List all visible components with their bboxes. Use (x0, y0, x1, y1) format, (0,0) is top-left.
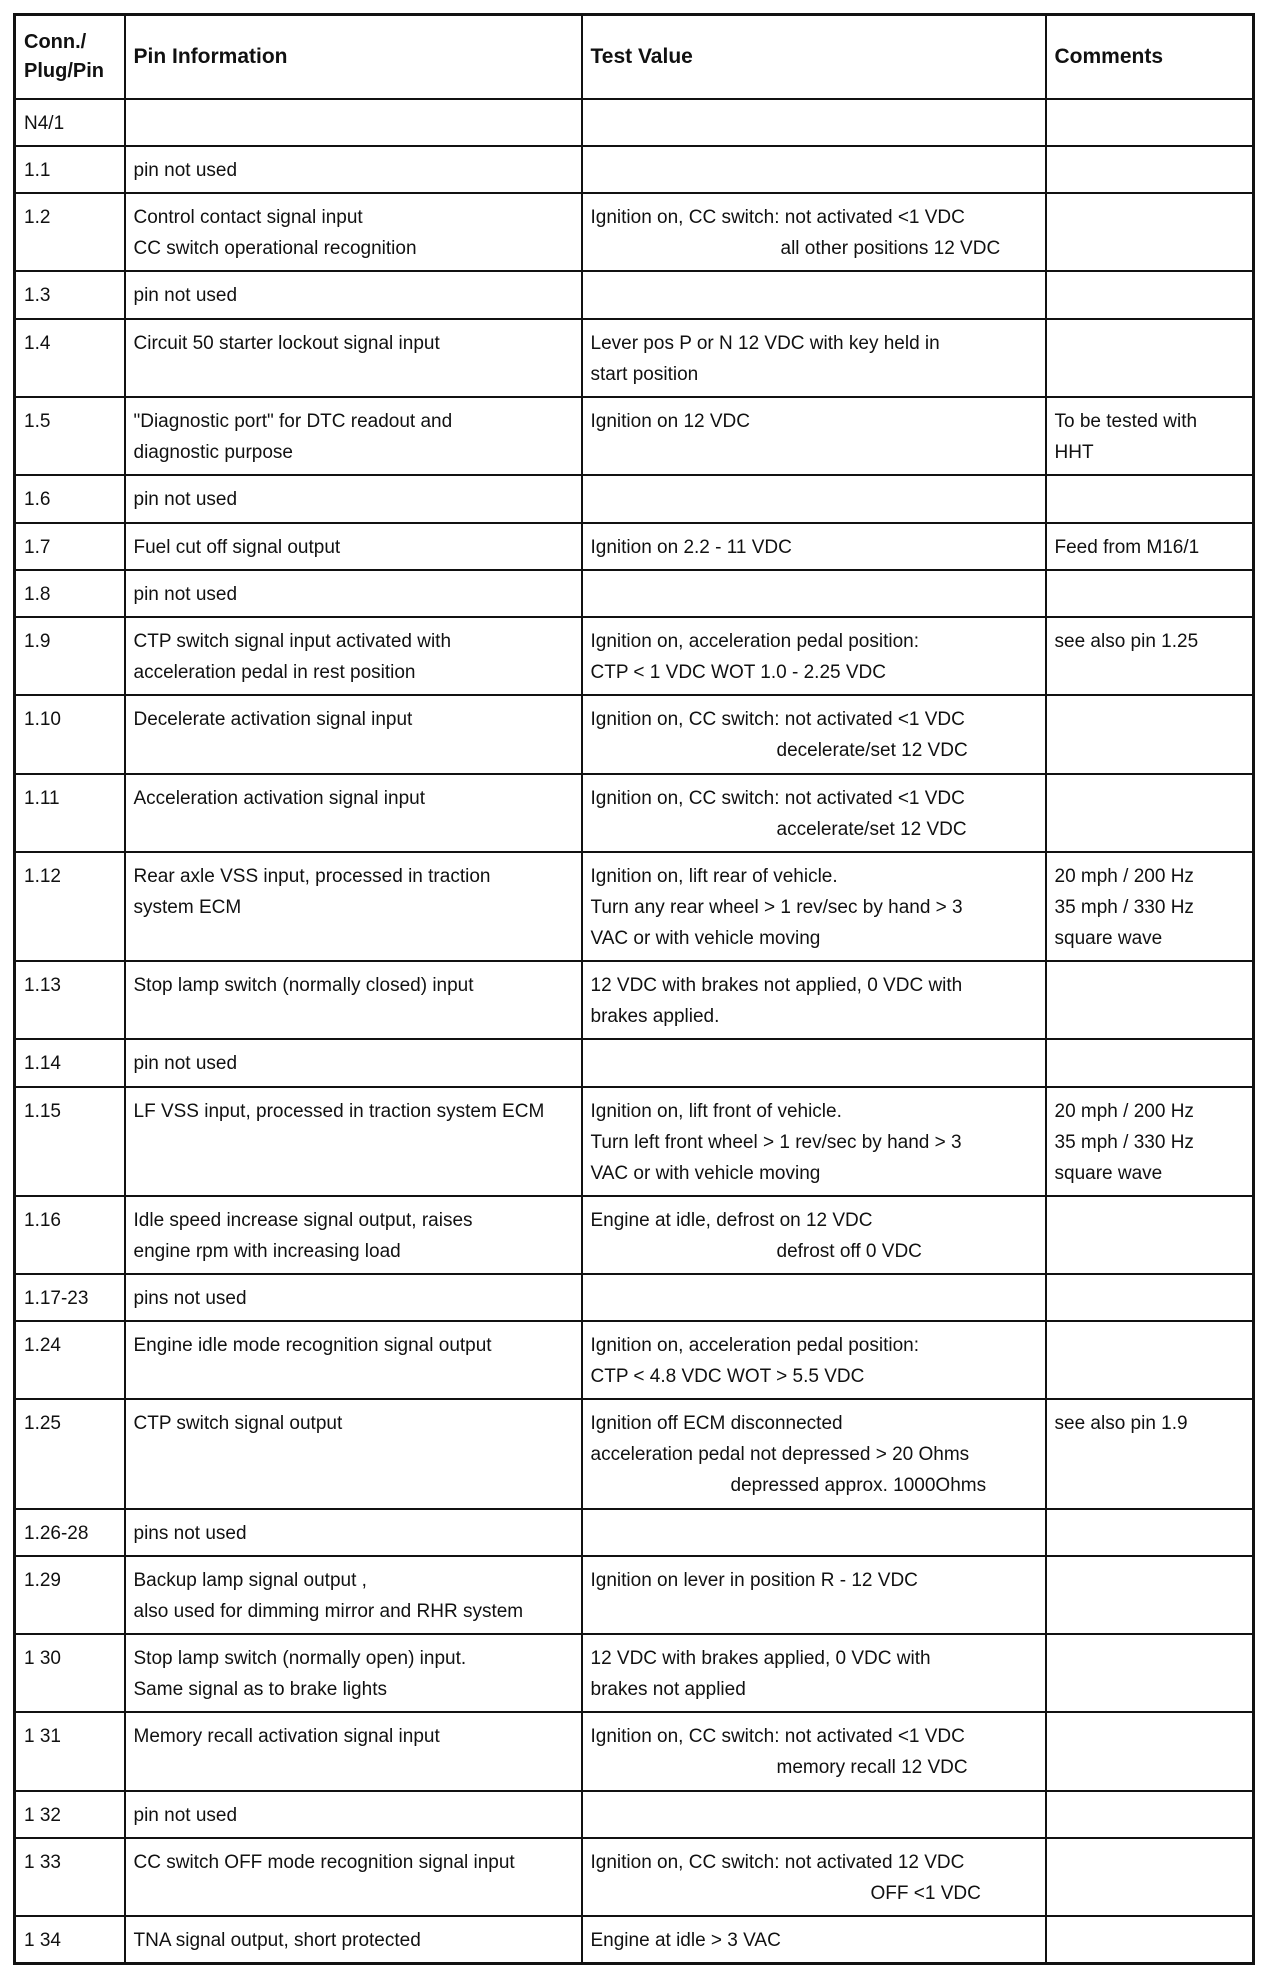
comments-cell (1046, 146, 1254, 193)
cell-line: Ignition on, acceleration pedal position: (590, 631, 920, 653)
comments-cell (1046, 1321, 1254, 1399)
pin-cell: 1.24 (15, 1321, 125, 1399)
pin-info-cell (125, 1509, 582, 1556)
test-value-cell (582, 146, 1046, 193)
cell-line: memory recall 12 VDC (776, 1757, 968, 1779)
table-row (15, 1274, 1254, 1321)
pin-cell: 1.12 (15, 852, 125, 961)
cell-line: OFF <1 VDC (870, 1882, 981, 1904)
cell-line: pin not used (133, 489, 238, 511)
comments-cell (1046, 1087, 1254, 1196)
cell-line: Ignition on, lift rear of vehicle. (590, 865, 838, 887)
comments-cell (1046, 99, 1254, 146)
cell-line: Turn left front wheel > 1 rev/sec by hand > 3 (590, 1131, 962, 1153)
cell-line: defrost off 0 VDC (776, 1240, 922, 1262)
cell-line: 35 mph / 330 Hz (1054, 896, 1194, 918)
cell-line: HHT (1054, 441, 1094, 463)
pin-info-cell (125, 617, 582, 695)
test-value-cell (582, 1399, 1046, 1508)
cell-line: Ignition on, CC switch: not activated <1 VDC (590, 1726, 965, 1748)
cell-line: Ignition on, acceleration pedal position: (590, 1335, 920, 1357)
pin-cell: 1.10 (15, 695, 125, 773)
table-row (15, 1196, 1254, 1274)
table-row (15, 617, 1254, 695)
pin-info-cell (125, 1196, 582, 1274)
cell-line: 12 VDC with brakes applied, 0 VDC with (590, 1648, 931, 1670)
test-value-cell (582, 1634, 1046, 1712)
pin-cell: 1.3 (15, 271, 125, 318)
table-row (15, 852, 1254, 961)
comments-cell (1046, 774, 1254, 852)
pin-cell: 1.5 (15, 397, 125, 475)
cell-line: Lever pos P or N 12 VDC with key held in (590, 332, 940, 354)
test-value-cell (582, 1039, 1046, 1086)
pin-cell: 1.16 (15, 1196, 125, 1274)
header-row (15, 15, 1254, 99)
cell-line: Stop lamp switch (normally closed) input (133, 974, 474, 996)
test-value-cell (582, 523, 1046, 570)
cell-line: 35 mph / 330 Hz (1054, 1131, 1194, 1153)
test-value-cell (582, 319, 1046, 397)
test-value-cell (582, 397, 1046, 475)
table-row (15, 1399, 1254, 1508)
pin-cell: 1 31 (15, 1712, 125, 1790)
test-value-cell (582, 193, 1046, 271)
cell-line: Control contact signal input (133, 207, 363, 229)
table-row (15, 570, 1254, 617)
test-value-cell (582, 1791, 1046, 1838)
pin-info-cell (125, 523, 582, 570)
cell-line: CTP < 4.8 VDC WOT > 5.5 VDC (590, 1366, 865, 1388)
comments-cell (1046, 1039, 1254, 1086)
pin-info-cell (125, 1039, 582, 1086)
cell-line: Engine at idle > 3 VAC (590, 1930, 781, 1952)
cell-line: Ignition on, CC switch: not activated <1 VDC (590, 787, 965, 809)
comments-cell (1046, 570, 1254, 617)
pin-info-cell (125, 271, 582, 318)
table-row (15, 1039, 1254, 1086)
test-value-cell (582, 1196, 1046, 1274)
comments-cell (1046, 1509, 1254, 1556)
comments-cell (1046, 961, 1254, 1039)
table-row (15, 271, 1254, 318)
cell-line: Circuit 50 starter lockout signal input (133, 332, 440, 354)
cell-line: pin not used (133, 583, 238, 605)
cell-line: Feed from M16/1 (1054, 536, 1200, 558)
comments-cell (1046, 1838, 1254, 1916)
test-value-cell (582, 1556, 1046, 1634)
comments-cell (1046, 271, 1254, 318)
test-value-cell (582, 570, 1046, 617)
test-value-cell (582, 1321, 1046, 1399)
pin-cell: 1.4 (15, 319, 125, 397)
pin-info-cell (125, 475, 582, 522)
pin-info-cell (125, 852, 582, 961)
cell-line: system ECM (133, 896, 242, 918)
cell-line: Acceleration activation signal input (133, 787, 426, 809)
table-row (15, 1321, 1254, 1399)
table-row (15, 695, 1254, 773)
comments-cell (1046, 617, 1254, 695)
pin-info-cell (125, 1274, 582, 1321)
cell-line: also used for dimming mirror and RHR system (133, 1600, 524, 1622)
cell-line: VAC or with vehicle moving (590, 1162, 821, 1184)
pin-info-cell (125, 146, 582, 193)
header-test-value: Test Value (582, 15, 1046, 99)
pin-info-cell (125, 774, 582, 852)
cell-line: pin not used (133, 1804, 238, 1826)
pin-info-cell (125, 1791, 582, 1838)
cell-line: accelerate/set 12 VDC (776, 818, 967, 840)
pin-info-cell (125, 695, 582, 773)
cell-line: 20 mph / 200 Hz (1054, 1100, 1194, 1122)
pin-info-cell (125, 570, 582, 617)
comments-cell (1046, 523, 1254, 570)
pin-cell: 1.1 (15, 146, 125, 193)
test-value-cell (582, 852, 1046, 961)
pin-cell: 1.7 (15, 523, 125, 570)
test-value-cell (582, 271, 1046, 318)
cell-line: all other positions 12 VDC (780, 238, 1001, 260)
pin-info-cell (125, 1087, 582, 1196)
pin-cell: 1.29 (15, 1556, 125, 1634)
test-value-cell (582, 1087, 1046, 1196)
comments-cell (1046, 695, 1254, 773)
cell-line: pin not used (133, 285, 238, 307)
cell-line: Turn any rear wheel > 1 rev/sec by hand > 3 (590, 896, 963, 918)
table-row (15, 319, 1254, 397)
test-value-cell (582, 961, 1046, 1039)
comments-cell (1046, 852, 1254, 961)
comments-cell (1046, 1791, 1254, 1838)
cell-line: see also pin 1.25 (1054, 631, 1199, 653)
pin-test-table (13, 13, 1255, 1965)
cell-line: brakes not applied (590, 1679, 746, 1701)
cell-line: pins not used (133, 1287, 247, 1309)
pin-cell: 1.14 (15, 1039, 125, 1086)
comments-cell (1046, 1916, 1254, 1963)
cell-line: depressed approx. 1000Ohms (730, 1475, 987, 1497)
cell-line: Ignition on, CC switch: not activated <1 VDC (590, 709, 965, 731)
comments-cell (1046, 397, 1254, 475)
cell-line: To be tested with (1054, 410, 1198, 432)
comments-cell (1046, 1556, 1254, 1634)
comments-cell (1046, 193, 1254, 271)
cell-line: Ignition on, lift front of vehicle. (590, 1100, 842, 1122)
test-value-cell (582, 99, 1046, 146)
pin-info-cell (125, 99, 582, 146)
cell-line: engine rpm with increasing load (133, 1240, 401, 1262)
table-row (15, 961, 1254, 1039)
cell-line: square wave (1054, 1162, 1163, 1184)
pin-info-cell (125, 193, 582, 271)
cell-line: Ignition on 2.2 - 11 VDC (590, 536, 792, 558)
cell-line: Ignition on, CC switch: not activated 12 VDC (590, 1851, 965, 1873)
cell-line: pin not used (133, 1053, 238, 1075)
pin-cell: 1.11 (15, 774, 125, 852)
test-value-cell (582, 1712, 1046, 1790)
test-value-cell (582, 617, 1046, 695)
cell-line: see also pin 1.9 (1054, 1413, 1188, 1435)
pin-info-cell (125, 1838, 582, 1916)
cell-line: Fuel cut off signal output (133, 536, 341, 558)
pin-cell: 1.8 (15, 570, 125, 617)
table-row (15, 1634, 1254, 1712)
pin-cell: 1 34 (15, 1916, 125, 1963)
pin-cell: 1.13 (15, 961, 125, 1039)
pin-info-cell (125, 1916, 582, 1963)
table-row (15, 99, 1254, 146)
pin-info-cell (125, 961, 582, 1039)
table-row (15, 193, 1254, 271)
table-row (15, 475, 1254, 522)
pin-info-cell (125, 1399, 582, 1508)
table-row (15, 397, 1254, 475)
cell-line: Same signal as to brake lights (133, 1679, 387, 1701)
cell-line: CC switch OFF mode recognition signal input (133, 1851, 515, 1873)
cell-line: Backup lamp signal output , (133, 1569, 367, 1591)
cell-line: 12 VDC with brakes not applied, 0 VDC with (590, 974, 963, 996)
cell-line: acceleration pedal in rest position (133, 662, 416, 684)
cell-line: Ignition on, CC switch: not activated <1 VDC (590, 207, 965, 229)
cell-line: Stop lamp switch (normally open) input. (133, 1648, 467, 1670)
cell-line: Memory recall activation signal input (133, 1726, 440, 1748)
pin-info-cell (125, 319, 582, 397)
pin-cell: 1.17-23 (15, 1274, 125, 1321)
table-row (15, 1838, 1254, 1916)
pin-cell: 1 30 (15, 1634, 125, 1712)
table-row (15, 1087, 1254, 1196)
cell-line: "Diagnostic port" for DTC readout and (133, 410, 453, 432)
pin-cell: 1.25 (15, 1399, 125, 1508)
header-conn-plug-pin: Conn./ Plug/Pin (15, 15, 125, 99)
pin-info-cell (125, 1634, 582, 1712)
comments-cell (1046, 1196, 1254, 1274)
pin-info-cell (125, 1556, 582, 1634)
cell-line: diagnostic purpose (133, 441, 293, 463)
cell-line: TNA signal output, short protected (133, 1930, 421, 1952)
test-value-cell (582, 475, 1046, 522)
cell-line: Engine idle mode recognition signal output (133, 1335, 492, 1357)
cell-line: CTP < 1 VDC WOT 1.0 - 2.25 VDC (590, 662, 886, 684)
test-value-cell (582, 1509, 1046, 1556)
comments-cell (1046, 475, 1254, 522)
pin-info-cell (125, 1712, 582, 1790)
table-row (15, 1712, 1254, 1790)
table-row (15, 1556, 1254, 1634)
test-value-cell (582, 774, 1046, 852)
cell-line: CTP switch signal output (133, 1413, 343, 1435)
pin-info-cell (125, 1321, 582, 1399)
test-value-cell (582, 1274, 1046, 1321)
cell-line: VAC or with vehicle moving (590, 927, 821, 949)
cell-line: Decelerate activation signal input (133, 709, 413, 731)
cell-line: Idle speed increase signal output, raises (133, 1209, 473, 1231)
table-row (15, 1509, 1254, 1556)
pin-cell: 1.6 (15, 475, 125, 522)
cell-line: pin not used (133, 159, 238, 181)
pin-cell: 1.9 (15, 617, 125, 695)
table-row (15, 523, 1254, 570)
comments-cell (1046, 1274, 1254, 1321)
test-value-cell (582, 1838, 1046, 1916)
pin-cell: 1.26-28 (15, 1509, 125, 1556)
cell-line: Ignition on 12 VDC (590, 410, 750, 432)
header-comments: Comments (1046, 15, 1254, 99)
pin-cell: N4/1 (15, 99, 125, 146)
cell-line: start position (590, 363, 699, 385)
test-value-cell (582, 695, 1046, 773)
cell-line: brakes applied. (590, 1005, 720, 1027)
cell-line: LF VSS input, processed in traction system ECM (133, 1100, 545, 1122)
cell-line: acceleration pedal not depressed > 20 Ohms (590, 1444, 970, 1466)
cell-line: 20 mph / 200 Hz (1054, 865, 1194, 887)
table-row (15, 1916, 1254, 1963)
cell-line: decelerate/set 12 VDC (776, 740, 968, 762)
comments-cell (1046, 319, 1254, 397)
pin-cell: 1.2 (15, 193, 125, 271)
comments-cell (1046, 1634, 1254, 1712)
cell-line: Ignition on lever in position R - 12 VDC (590, 1569, 918, 1591)
comments-cell (1046, 1399, 1254, 1508)
cell-line: Engine at idle, defrost on 12 VDC (590, 1209, 873, 1231)
cell-line: Ignition off ECM disconnected (590, 1413, 843, 1435)
table-row (15, 146, 1254, 193)
cell-line: pins not used (133, 1522, 247, 1544)
cell-line: Rear axle VSS input, processed in traction (133, 865, 491, 887)
cell-line: CC switch operational recognition (133, 238, 417, 260)
pin-info-cell (125, 397, 582, 475)
table-row (15, 1791, 1254, 1838)
header-pin-information: Pin Information (125, 15, 582, 99)
pin-cell: 1.15 (15, 1087, 125, 1196)
test-value-cell (582, 1916, 1046, 1963)
comments-cell (1046, 1712, 1254, 1790)
pin-cell: 1 32 (15, 1791, 125, 1838)
cell-line: square wave (1054, 927, 1163, 949)
cell-line: CTP switch signal input activated with (133, 631, 452, 653)
table-row (15, 774, 1254, 852)
pin-cell: 1 33 (15, 1838, 125, 1916)
